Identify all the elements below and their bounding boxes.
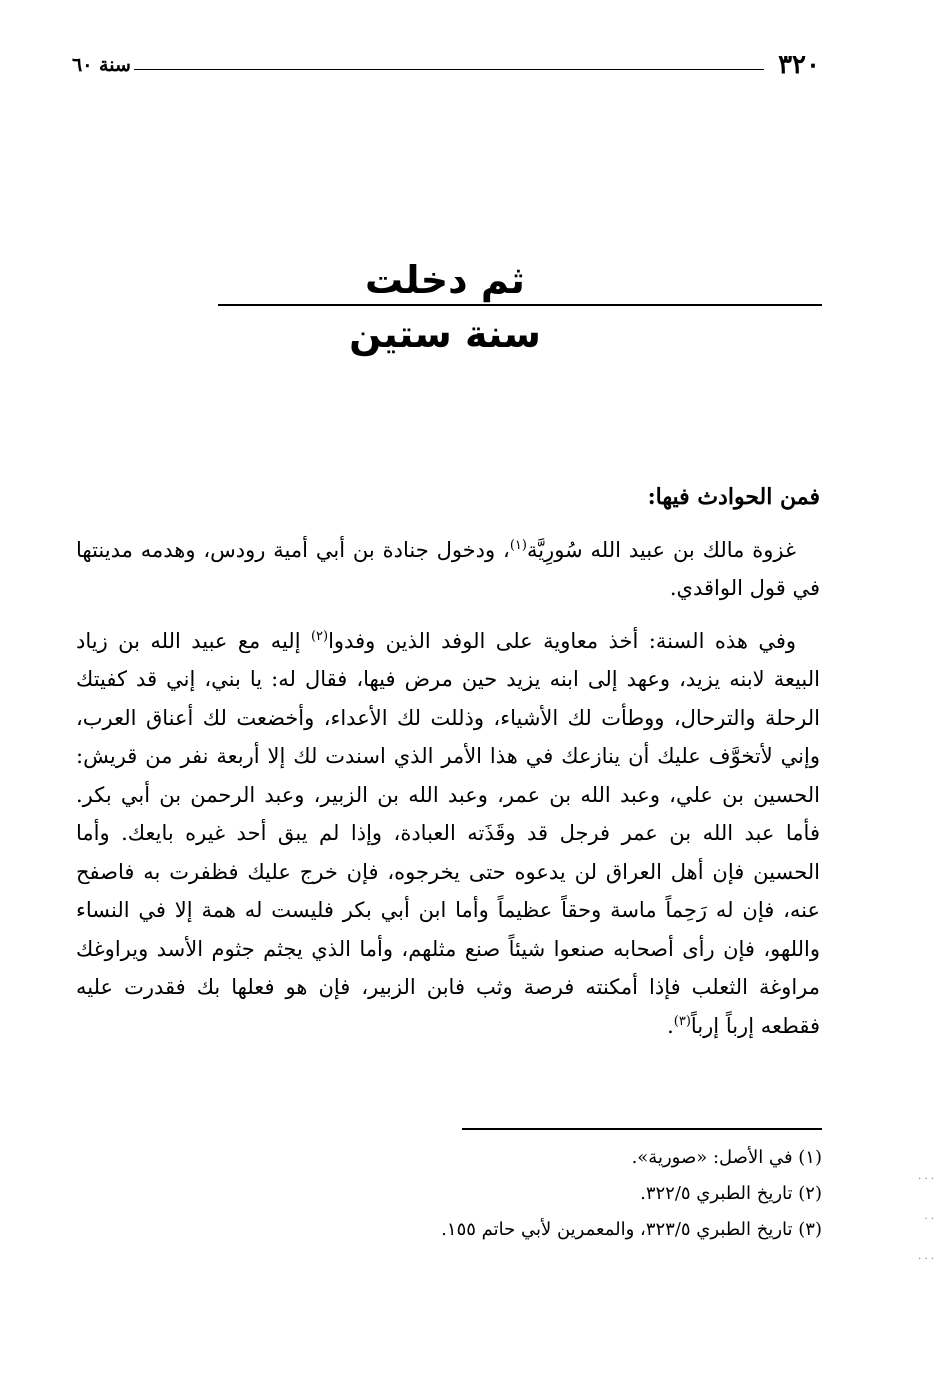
running-title: سنة ٦٠: [72, 54, 131, 76]
paragraph-text: ، ودخول جنادة بن أبي أمية رودس، وهدمه مدينتها في قول الواقدي.: [76, 537, 820, 600]
chapter-title: ثم دخلت: [365, 258, 525, 302]
paragraph-text: إليه مع عبيد الله بن زياد البيعة لابنه يزيد، وعهد إلى ابنه يزيد حين مرض فيها، فقال له: يا بني، إني قد كفيتك الرحلة والترحال، ووطأت لك الأشياء، وذللت لك الأعداء، وأخضعت لك أعناق العرب، وإني لأتخوَّف عليك أن ينازعك في هذا الأمر الذي اسندت لك إلا أربعة نفر من قريش: الحسين بن علي، وعبد الله بن عمر، وعبد الله بن الزبير، وعبد الرحمن بن أبي بكر. فأما عبد الله بن عمر فرجل قد وقَذَته العبادة، وإذا لم يبق أحد غيره بايعك. وأما الحسين فإن أهل العراق لن يدعوه حتى يخرجوه، فإن خرج عليك فظفرت به فاصفح عنه، فإن له رَحِماً ماسة وحقاً عظيماً وأما ابن أبي بكر فليست له همة إلا في النساء واللهو، فإن رأى أصحابه صنعوا شيئاً صنع مثلهم، وأما الذي يجثم جثوم الأسد ويراوغك مراوغة الثعلب فإذا أمكنته فرصة وثب فابن الزبير، فإن هو فعلها بك فقدرت عليه فقطعه إرباً إرباً: [76, 628, 820, 1038]
scan-specks: · · · · · · · ·: [918, 1174, 934, 1265]
footnote-marker: (٣): [673, 1013, 691, 1029]
paragraph-text: .: [667, 1013, 674, 1038]
chapter-subtitle: سنة ستين: [349, 312, 541, 356]
paragraph-text: وفي هذه السنة: أخذ معاوية على الوفد الذين وفدوا: [328, 628, 797, 653]
chapter-rule: [218, 304, 822, 306]
footnote-1: (١) في الأصل: «صورية».: [631, 1147, 822, 1168]
paragraph: [76, 531, 820, 608]
footnote-marker: (٢): [310, 628, 329, 644]
header-rule: [134, 69, 764, 70]
footnote-rule: [462, 1128, 822, 1130]
paragraph-text: غزوة مالك بن عبيد الله سُورِيَّة: [526, 537, 796, 562]
footnote-marker: (١): [509, 537, 527, 553]
paragraph: [76, 622, 820, 1046]
footnote-2: (٢) تاريخ الطبري ٣٢٢/٥.: [640, 1183, 822, 1204]
section-heading: فمن الحوادث فيها:: [647, 484, 820, 510]
page-number: ٣٢٠: [778, 50, 820, 80]
running-header: [72, 50, 820, 80]
body-text: [76, 478, 820, 1059]
footnote-3: (٣) تاريخ الطبري ٣٢٣/٥، والمعمرين لأبي حاتم ١٥٥.: [441, 1219, 822, 1240]
footnotes: [300, 1140, 822, 1248]
